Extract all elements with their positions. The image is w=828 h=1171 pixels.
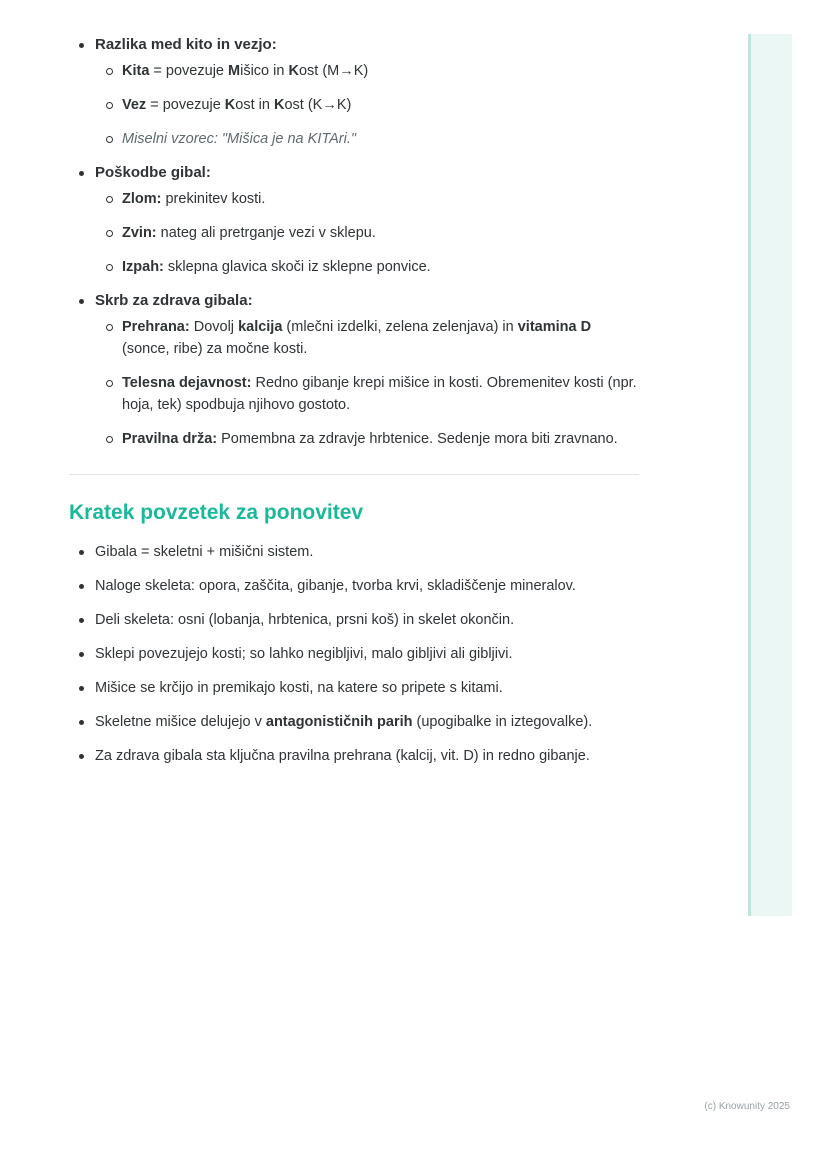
list-item — [95, 128, 639, 150]
list-item — [69, 541, 639, 563]
topic-heading: Poškodbe gibal: — [95, 164, 211, 181]
summary-list — [69, 541, 639, 767]
topic-group — [69, 34, 639, 150]
list-item — [95, 60, 639, 82]
text-run: Za zdrava gibala sta ključna pravilna prehrana (kalcij, vit. D) in redno gibanje. — [95, 748, 590, 764]
text-run: Miselni vzorec: "Mišica je na KITAri." — [122, 131, 357, 147]
text-run: Pravilna drža: — [122, 431, 218, 447]
text-run: kalcija — [238, 319, 283, 335]
text-run: prekinitev kosti. — [161, 191, 266, 207]
text-run: Dovolj — [189, 319, 239, 335]
topic-list — [69, 34, 639, 450]
list-item — [69, 609, 639, 631]
list-item — [95, 188, 639, 210]
list-item — [95, 372, 639, 416]
list-item — [69, 643, 639, 665]
text-run: ost (M→K) — [298, 63, 369, 79]
topic-subitems — [95, 188, 639, 278]
text-run: Prehrana: — [122, 319, 190, 335]
text-run: (sonce, ribe) za močne kosti. — [122, 341, 308, 357]
list-item — [69, 677, 639, 699]
summary-heading: Kratek povzetek za ponovitev — [69, 501, 364, 524]
text-run: antagonističnih parih — [265, 714, 413, 730]
text-run: išico in — [240, 63, 289, 79]
text-run: = povezuje — [149, 63, 229, 79]
section-divider — [69, 474, 639, 475]
text-run: M — [228, 63, 241, 79]
decorative-side-panel-edge — [748, 34, 751, 916]
document-content — [69, 34, 639, 779]
text-run: nateg ali pretrganje vezi v sklepu. — [156, 225, 376, 241]
text-run: K — [224, 97, 236, 113]
topic-subitems — [95, 316, 639, 450]
text-run: Gibala = skeletni + mišični sistem. — [95, 544, 314, 560]
text-run: = povezuje — [146, 97, 225, 113]
text-run: K — [273, 97, 285, 113]
text-run: ost (K→K) — [284, 97, 352, 113]
text-run: ost in — [235, 97, 274, 113]
list-item — [69, 711, 639, 733]
footer-copyright: (c) Knowunity 2025 — [704, 1101, 790, 1112]
decorative-side-panel — [748, 34, 792, 916]
text-run: Deli skeleta: osni (lobanja, hrbtenica, prsni koš) in skelet okončin. — [95, 612, 515, 628]
text-run: Naloge skeleta: opora, zaščita, gibanje, tvorba krvi, skladiščenje mineralov. — [95, 578, 576, 594]
list-item — [95, 222, 639, 244]
text-run: K — [288, 63, 299, 79]
topic-group — [69, 290, 639, 450]
list-item — [95, 256, 639, 278]
text-run: Vez — [122, 97, 147, 113]
text-run: Telesna dejavnost: — [122, 375, 252, 391]
text-run: sklepna glavica skoči iz sklepne ponvice. — [163, 259, 431, 275]
text-run: Skeletne mišice delujejo v — [95, 714, 266, 730]
list-item — [69, 745, 639, 767]
text-run: Izpah: — [122, 259, 164, 275]
list-item — [95, 316, 639, 360]
text-run: Sklepi povezujejo kosti; so lahko negibljivi, malo gibljivi ali gibljivi. — [95, 646, 513, 662]
text-run: (mlečni izdelki, zelena zelenjava) in — [282, 319, 518, 335]
list-item — [95, 428, 639, 450]
text-run: vitamina D — [517, 319, 592, 335]
text-run: Zlom: — [122, 191, 162, 207]
topic-heading: Razlika med kito in vezjo: — [95, 36, 277, 53]
topic-subitems — [95, 60, 639, 150]
text-run: Mišice se krčijo in premikajo kosti, na katere so pripete s kitami. — [95, 680, 503, 696]
list-item — [69, 575, 639, 597]
list-item — [95, 94, 639, 116]
text-run: Pomembna za zdravje hrbtenice. Sedenje mora biti zravnano. — [217, 431, 618, 447]
text-run: Zvin: — [122, 225, 157, 241]
text-run: (upogibalke in iztegovalke). — [412, 714, 593, 730]
topic-heading: Skrb za zdrava gibala: — [95, 292, 253, 309]
text-run: Kita — [122, 63, 150, 79]
text-run: Redno gibanje krepi mišice in kosti. Obremenitev kosti (npr. hoja, tek) spodbuja njihovo gostoto. — [122, 375, 637, 413]
topic-group — [69, 162, 639, 278]
